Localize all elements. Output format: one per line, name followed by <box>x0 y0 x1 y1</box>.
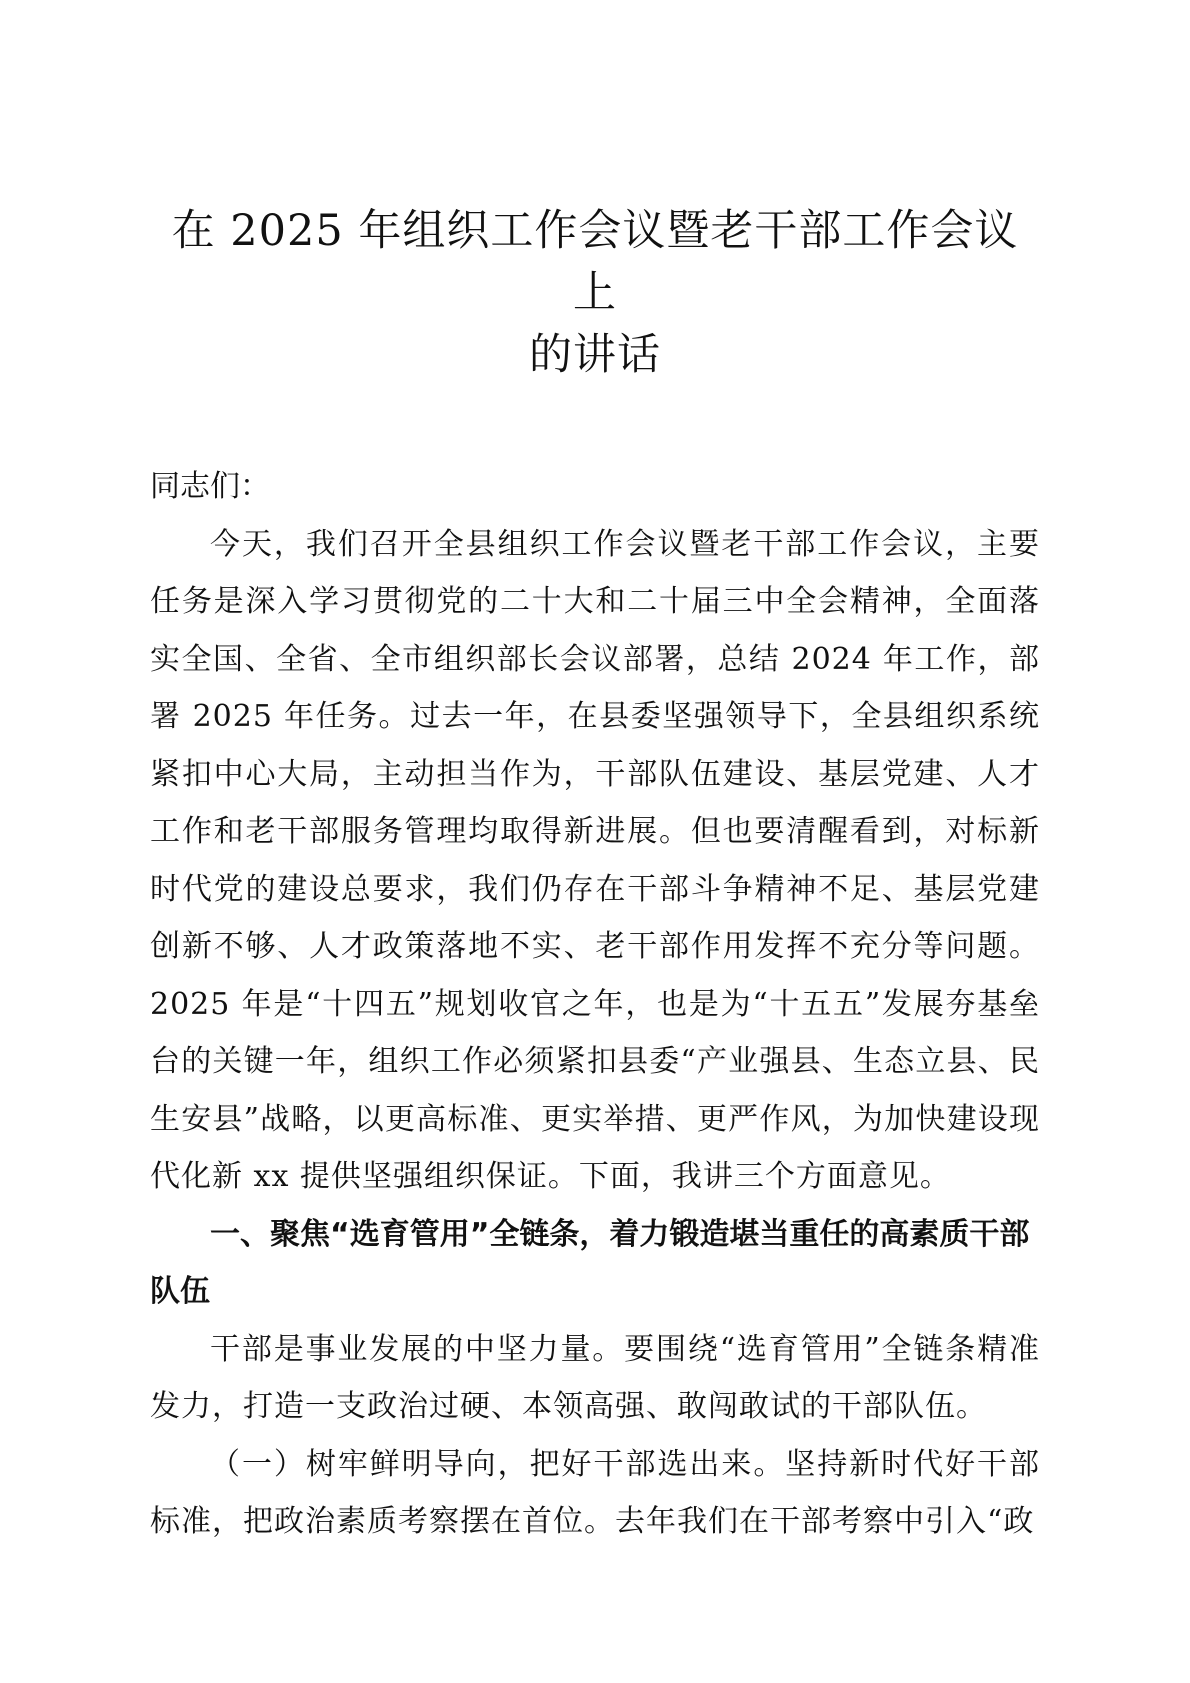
document-page <box>150 200 1040 1551</box>
section-paragraph: 干部是事业发展的中坚力量。要围绕“选育管用”全链条精准发力，打造一支政治过硬、本领高强、敢闯敢试的干部队伍。 <box>150 1331 1040 1424</box>
title-line-1: 在 2025 年组织工作会议暨老干部工作会议上 <box>171 206 1019 318</box>
document-title <box>150 200 1040 386</box>
title-line-2: 的讲话 <box>529 330 661 380</box>
subsection-paragraph: （一）树牢鲜明导向，把好干部选出来。坚持新时代好干部标准，把政治素质考察摆在首位。去年我们在干部考察中引入“政 <box>150 1446 1040 1539</box>
intro-paragraph: 今天，我们召开全县组织工作会议暨老干部工作会议，主要任务是深入学习贯彻党的二十大和二十届三中全会精神，全面落实全国、全省、全市组织部长会议部署，总结 2024 年工作，部署 2025 年任务。过去一年，在县委坚强领导下，全县组织系统紧扣中心大局，主动担当作为，干部队伍建设、基层党建、人才工作和老干部服务管理均取得新进展。但也要清醒看到，对标新时代党的建设总要求，我们仍存在干部斗争精神不足、基层党建创新不够、人才政策落地不实、老干部作用发挥不充分等问题。2025 年是“十四五”规划收官之年，也是为“十五五”发展夯基垒台的关键一年，组织工作必须紧扣县委“产业强县、生态立县、民生安县”战略，以更高标准、更实举措、更严作风，为加快建设现代化新 xx 提供坚强组织保证。下面，我讲三个方面意见。 <box>150 526 1040 1194</box>
section-heading-1: 一、聚焦“选育管用”全链条，着力锻造堪当重任的高素质干部队伍 <box>150 1216 1030 1309</box>
greeting: 同志们： <box>150 469 270 504</box>
